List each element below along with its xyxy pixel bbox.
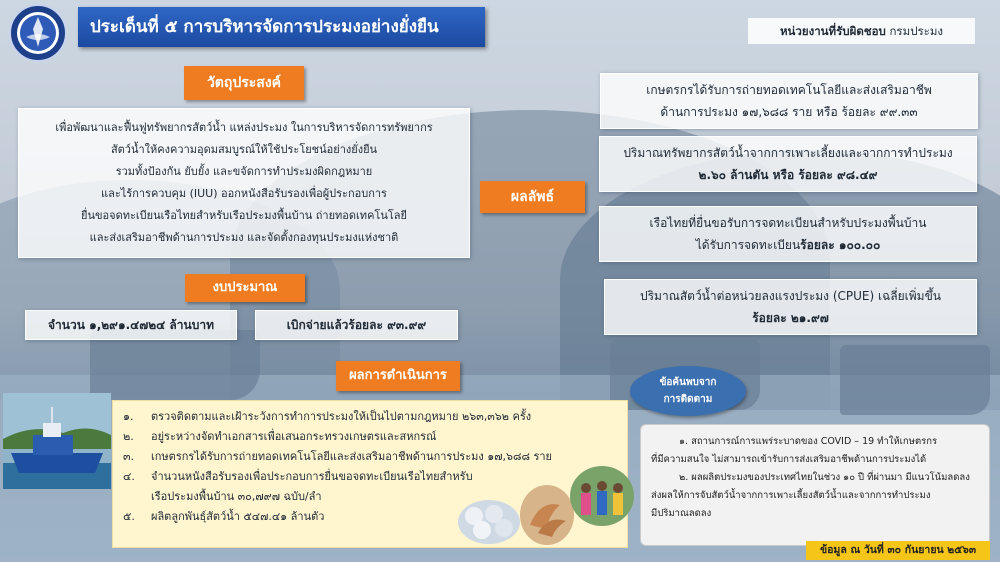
outcome-panel-1: [600, 73, 978, 129]
page-title-text: ประเด็นที่ ๕ การบริหารจัดการประมงอย่างยั่งยืน: [90, 17, 439, 37]
operations-item-2-num: ๒.: [123, 430, 134, 443]
outcome-3-line2b: ร้อยละ ๑๐๐.๐๐: [800, 238, 881, 252]
agency-label: หน่วยงานที่รับผิดชอบ: [779, 24, 886, 38]
data-date-text: ข้อมูล ณ วันที่ ๓๐ กันยายน ๒๕๖๓: [819, 544, 977, 556]
agency-value: กรมประมง: [889, 24, 944, 38]
findings-badge-line1: ข้อค้นพบจาก: [659, 377, 717, 388]
outcome-3-line2a: ได้รับการจดทะเบียน: [695, 238, 801, 252]
operations-item-1: [123, 407, 621, 427]
department-emblem-logo: [8, 3, 68, 63]
objective-line-2: สัตว์น้ำให้คงความอุดมสมบูรณ์ให้ใช้ประโยชน์อย่างยั่งยืน: [110, 143, 378, 156]
objective-line-1: เพื่อพัฒนาและฟื้นฟูทรัพยากรสัตว์น้ำ แหล่งประมง ในการบริหารจัดการทรัพยากร: [55, 121, 433, 134]
operations-heading: ผลการดำเนินการ: [336, 361, 460, 391]
operations-item-2-text: อยู่ระหว่างจัดทำเอกสารเพื่อเสนอกระทรวงเกษตรและสหกรณ์: [151, 430, 437, 443]
operations-item-4: [123, 467, 621, 487]
outcome-panel-4: [604, 279, 977, 335]
objective-heading: วัตถุประสงค์: [184, 66, 304, 100]
outcomes-heading: ผลลัพธ์: [480, 181, 585, 213]
budget-disbursed-text: เบิกจ่ายแล้วร้อยละ ๙๓.๙๙: [286, 318, 427, 332]
budget-disbursed: [255, 310, 458, 340]
objective-line-6: และส่งเสริมอาชีพด้านการประมง และจัดตั้งกองทุนประมงแห่งชาติ: [89, 231, 399, 244]
operations-item-3-num: ๓.: [123, 450, 135, 463]
patrol-boat-photo: [3, 393, 111, 489]
findings-badge: [630, 366, 746, 416]
findings-line-1: ๑. สถานการณ์การแพร่ระบาดของ COVID – 19 ทำให้เกษตรกร: [679, 436, 938, 447]
outcome-2-line2: ๒.๖๐ ล้านตัน หรือ ร้อยละ ๙๘.๔๙: [698, 168, 878, 182]
operations-item-1-num: ๑.: [123, 410, 134, 423]
fish-fry-photo: [458, 500, 520, 544]
data-date: [806, 541, 990, 560]
budget-amount: [25, 310, 237, 340]
outcome-3-line1: เรือไทยที่ยื่นขอรับการจดทะเบียนสำหรับประมงพื้นบ้าน: [649, 216, 927, 230]
findings-line-2: ที่มีความสนใจ ไม่สามารถเข้ารับการส่งเสริมอาชีพด้านการประมงได้: [651, 454, 927, 465]
operations-item-3-text: เกษตรกรได้รับการถ่ายทอดเทคโนโลยีและส่งเสริมอาชีพด้านการประมง ๑๗,๖๘๘ ราย: [151, 450, 552, 463]
outcome-4-line1: ปริมาณสัตว์น้ำต่อหน่วยลงแรงประมง (CPUE) เฉลี่ยเพิ่มขึ้น: [639, 289, 941, 303]
farmers-group-photo: [570, 466, 634, 526]
background-boat-left: [90, 330, 260, 400]
outcome-2-line1: ปริมาณทรัพยากรสัตว์น้ำจากการเพาะเลี้ยงและจากการทำประมง: [623, 146, 953, 160]
outcome-1-line1: เกษตรกรได้รับการถ่ายทอดเทคโนโลยีและส่งเสริมอาชีพ: [646, 83, 932, 97]
objective-line-4: และไร้การควบคุม (IUU) ออกหนังสือรับรองเพื่อผู้ประกอบการ: [101, 187, 387, 200]
budget-heading: งบประมาณ: [185, 274, 305, 302]
operations-item-3: [123, 447, 621, 467]
operations-item-5-num: ๕.: [123, 510, 135, 523]
findings-badge-line2: การติดตาม: [663, 394, 713, 405]
budget-amount-text: จำนวน ๑,๒๙๑.๔๗๒๔ ล้านบาท: [48, 318, 214, 332]
findings-line-4: ส่งผลให้การจับสัตว์น้ำจากการเพาะเลี้ยงสัตว์น้ำและจากการทำประมง: [651, 490, 931, 501]
findings-panel: [640, 424, 990, 546]
responsible-agency: [748, 18, 975, 44]
operations-item-4-text: จำนวนหนังสือรับรองเพื่อประกอบการยื่นขอจดทะเบียนเรือไทยสำหรับ: [151, 470, 473, 483]
operations-item-1-text: ตรวจติดตามและเฝ้าระวังการทำการประมงให้เป็นไปตามกฎหมาย ๒๖๓,๓๖๒ ครั้ง: [151, 410, 532, 423]
background-boat-right: [840, 345, 990, 415]
objective-line-3: รวมทั้งป้องกัน ยับยั้ง และขจัดการทำประมงผิดกฎหมาย: [115, 165, 373, 178]
operations-item-4-num: ๔.: [123, 470, 135, 483]
outcome-panel-2: [599, 136, 977, 192]
objective-line-5: ยื่นขอจดทะเบียนเรือไทยสำหรับเรือประมงพื้นบ้าน ถ่ายทอดเทคโนโลยี: [81, 209, 407, 222]
page-title: [78, 7, 485, 47]
outcome-1-line2: ด้านการประมง ๑๗,๖๘๘ ราย หรือ ร้อยละ ๙๙.๓๓: [660, 105, 918, 119]
operations-item-2: [123, 427, 621, 447]
operations-item-4-cont-text: เรือประมงพื้นบ้าน ๓๐,๗๙๗ ฉบับ/ลำ: [151, 490, 322, 503]
objective-panel: [18, 108, 470, 258]
outcome-4-line2: ร้อยละ ๒๑.๙๗: [752, 311, 829, 325]
outcome-panel-3: [599, 206, 977, 262]
findings-line-3: ๒. ผลผลิตประมงของประเทศไทยในช่วง ๑๐ ปี ที่ผ่านมา มีแนวโน้มลดลง: [679, 472, 970, 483]
operations-item-4-cont-num: [123, 487, 151, 507]
findings-line-5: มีปริมาณลดลง: [651, 508, 712, 519]
shrimp-photo: [520, 485, 574, 545]
operations-item-5-text: ผลิตลูกพันธุ์สัตว์น้ำ ๕๔๗.๔๑ ล้านตัว: [151, 510, 325, 523]
